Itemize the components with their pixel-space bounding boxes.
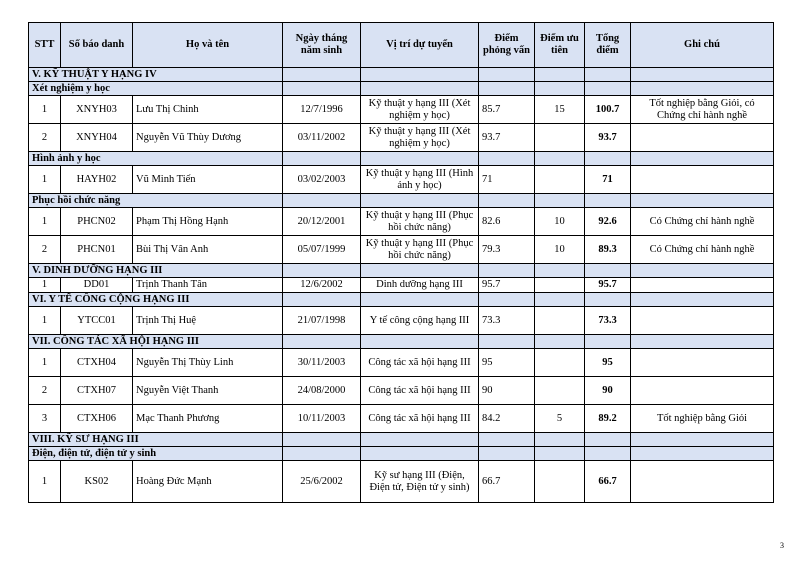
section-empty-cell [585, 335, 631, 349]
section-empty-cell [479, 335, 535, 349]
section-empty-cell [631, 447, 774, 461]
table-cell: PHCN01 [61, 236, 133, 264]
section-empty-cell [535, 82, 585, 96]
header-row [29, 23, 774, 68]
table-cell: 10 [535, 208, 585, 236]
section-empty-cell [283, 264, 361, 278]
section-empty-cell [361, 194, 479, 208]
table-cell: 90 [479, 377, 535, 405]
section-empty-cell [361, 68, 479, 82]
table-cell: 73.3 [479, 307, 535, 335]
table-cell: 100.7 [585, 96, 631, 124]
section-title: Điện, điện tử, điện tử y sinh [29, 447, 283, 461]
section-empty-cell [283, 194, 361, 208]
table-cell: 84.2 [479, 405, 535, 433]
header-stt: STT [29, 23, 61, 68]
header-note: Ghi chú [631, 23, 774, 68]
section-empty-cell [631, 335, 774, 349]
table-cell [535, 377, 585, 405]
section-empty-cell [283, 335, 361, 349]
section-empty-cell [361, 152, 479, 166]
section-empty-cell [479, 293, 535, 307]
table-cell: 21/07/1998 [283, 307, 361, 335]
page-number: 3 [780, 541, 784, 550]
header-total: Tổng điểm [585, 23, 631, 68]
section-empty-cell [361, 82, 479, 96]
table-row [29, 208, 774, 236]
table-cell [631, 166, 774, 194]
table-row [29, 349, 774, 377]
section-title: Hình ảnh y học [29, 152, 283, 166]
table-cell: 05/07/1999 [283, 236, 361, 264]
section-row [29, 447, 774, 461]
table-cell: 66.7 [585, 461, 631, 503]
table-cell: CTXH06 [61, 405, 133, 433]
section-empty-cell [631, 68, 774, 82]
section-empty-cell [535, 293, 585, 307]
section-empty-cell [361, 335, 479, 349]
table-cell: 10 [535, 236, 585, 264]
section-title: Phục hồi chức năng [29, 194, 283, 208]
table-cell: 1 [29, 96, 61, 124]
section-empty-cell [585, 194, 631, 208]
table-cell: 66.7 [479, 461, 535, 503]
section-empty-cell [535, 335, 585, 349]
table-cell: 24/08/2000 [283, 377, 361, 405]
header-dob: Ngày tháng năm sinh [283, 23, 361, 68]
table-cell: 25/6/2002 [283, 461, 361, 503]
table-row [29, 307, 774, 335]
section-row [29, 68, 774, 82]
table-cell [535, 307, 585, 335]
table-cell: 71 [585, 166, 631, 194]
table-cell: Kỹ thuật y hạng III (Xét nghiệm y học) [361, 96, 479, 124]
table-cell: CTXH04 [61, 349, 133, 377]
section-empty-cell [479, 194, 535, 208]
table-cell: 79.3 [479, 236, 535, 264]
table-cell: HAYH02 [61, 166, 133, 194]
table-cell: Vũ Minh Tiến [133, 166, 283, 194]
table-cell: 95.7 [585, 278, 631, 293]
section-empty-cell [631, 82, 774, 96]
table-cell [631, 278, 774, 293]
table-row [29, 405, 774, 433]
section-title: VII. CÔNG TÁC XÃ HỘI HẠNG III [29, 335, 283, 349]
table-cell: Có Chứng chỉ hành nghề [631, 236, 774, 264]
table-cell: 20/12/2001 [283, 208, 361, 236]
table-cell: 2 [29, 377, 61, 405]
table-cell: Công tác xã hội hạng III [361, 349, 479, 377]
header-name: Họ và tên [133, 23, 283, 68]
table-cell: Nguyễn Thị Thùy Linh [133, 349, 283, 377]
table-cell: Kỹ thuật y hạng III (Phục hồi chức năng) [361, 208, 479, 236]
table-cell: DD01 [61, 278, 133, 293]
table-cell: 93.7 [479, 124, 535, 152]
table-cell: 30/11/2003 [283, 349, 361, 377]
table-cell: 95.7 [479, 278, 535, 293]
table-row [29, 377, 774, 405]
table-row [29, 166, 774, 194]
table-cell [631, 307, 774, 335]
table-cell: Phạm Thị Hồng Hạnh [133, 208, 283, 236]
table-cell: 89.3 [585, 236, 631, 264]
table-cell: Nguyễn Vũ Thùy Dương [133, 124, 283, 152]
table-cell: Kỹ thuật y hạng III (Hình ảnh y học) [361, 166, 479, 194]
table-cell: Kỹ thuật y hạng III (Phục hồi chức năng) [361, 236, 479, 264]
table-cell: Dinh dưỡng hạng III [361, 278, 479, 293]
section-empty-cell [361, 447, 479, 461]
table-cell [631, 377, 774, 405]
header-priority: Điểm ưu tiên [535, 23, 585, 68]
table-cell: 1 [29, 166, 61, 194]
header-position: Vị trí dự tuyển [361, 23, 479, 68]
table-cell: Tốt nghiệp bằng Giỏi [631, 405, 774, 433]
table-cell: CTXH07 [61, 377, 133, 405]
table-cell: Mạc Thanh Phương [133, 405, 283, 433]
section-empty-cell [585, 433, 631, 447]
header-sbd: Số báo danh [61, 23, 133, 68]
section-empty-cell [283, 433, 361, 447]
section-empty-cell [585, 293, 631, 307]
table-cell [535, 124, 585, 152]
section-row [29, 82, 774, 96]
table-row [29, 236, 774, 264]
table-cell: 03/11/2002 [283, 124, 361, 152]
table-cell: 95 [585, 349, 631, 377]
section-empty-cell [535, 447, 585, 461]
table-cell: 2 [29, 124, 61, 152]
table-cell: 3 [29, 405, 61, 433]
table-row [29, 461, 774, 503]
table-row [29, 278, 774, 293]
section-row [29, 152, 774, 166]
section-empty-cell [631, 194, 774, 208]
table-cell [631, 124, 774, 152]
table-cell: 12/6/2002 [283, 278, 361, 293]
table-cell: Bùi Thị Vân Anh [133, 236, 283, 264]
section-empty-cell [361, 293, 479, 307]
table-cell: XNYH03 [61, 96, 133, 124]
table-cell: Có Chứng chỉ hành nghề [631, 208, 774, 236]
table-cell: Trịnh Thanh Tân [133, 278, 283, 293]
section-empty-cell [585, 152, 631, 166]
section-title: VIII. KỸ SƯ HẠNG III [29, 433, 283, 447]
table-cell: 10/11/2003 [283, 405, 361, 433]
table-cell: Công tác xã hội hạng III [361, 405, 479, 433]
section-title: V. KỸ THUẬT Y HẠNG IV [29, 68, 283, 82]
section-empty-cell [479, 264, 535, 278]
table-cell: 73.3 [585, 307, 631, 335]
section-empty-cell [535, 68, 585, 82]
section-empty-cell [283, 447, 361, 461]
section-empty-cell [283, 152, 361, 166]
table-cell: 12/7/1996 [283, 96, 361, 124]
section-empty-cell [479, 82, 535, 96]
table-cell [535, 278, 585, 293]
table-cell: 1 [29, 278, 61, 293]
section-row [29, 293, 774, 307]
table-cell: XNYH04 [61, 124, 133, 152]
results-table [28, 22, 774, 503]
section-empty-cell [479, 447, 535, 461]
table-cell [535, 166, 585, 194]
table-cell: Y tế công cộng hạng III [361, 307, 479, 335]
section-empty-cell [535, 433, 585, 447]
table-cell: 03/02/2003 [283, 166, 361, 194]
section-empty-cell [479, 68, 535, 82]
table-row [29, 96, 774, 124]
table-cell: 1 [29, 208, 61, 236]
section-empty-cell [585, 82, 631, 96]
section-empty-cell [631, 264, 774, 278]
table-cell: Kỹ sư hạng III (Điện, Điện tử, Điện tử y sinh) [361, 461, 479, 503]
section-empty-cell [535, 264, 585, 278]
table-cell: 1 [29, 307, 61, 335]
section-row [29, 264, 774, 278]
table-cell: 5 [535, 405, 585, 433]
table-cell [535, 349, 585, 377]
table-body [29, 68, 774, 503]
section-empty-cell [283, 82, 361, 96]
section-empty-cell [283, 68, 361, 82]
table-cell: 2 [29, 236, 61, 264]
table-cell: 90 [585, 377, 631, 405]
table-cell: 85.7 [479, 96, 535, 124]
section-empty-cell [479, 433, 535, 447]
section-empty-cell [585, 68, 631, 82]
table-cell: Công tác xã hội hạng III [361, 377, 479, 405]
table-cell: KS02 [61, 461, 133, 503]
table-cell: 93.7 [585, 124, 631, 152]
table-cell [535, 461, 585, 503]
table-cell: 89.2 [585, 405, 631, 433]
section-title: V. DINH DƯỠNG HẠNG III [29, 264, 283, 278]
section-title: Xét nghiệm y học [29, 82, 283, 96]
section-empty-cell [535, 152, 585, 166]
section-row [29, 194, 774, 208]
table-cell: 15 [535, 96, 585, 124]
table-cell: Trịnh Thị Huệ [133, 307, 283, 335]
table-cell [631, 461, 774, 503]
table-cell: 71 [479, 166, 535, 194]
table-cell [631, 349, 774, 377]
table-cell: 1 [29, 349, 61, 377]
section-empty-cell [479, 152, 535, 166]
section-empty-cell [283, 293, 361, 307]
table-cell: 92.6 [585, 208, 631, 236]
section-empty-cell [361, 433, 479, 447]
section-row [29, 335, 774, 349]
header-interview: Điểm phỏng vấn [479, 23, 535, 68]
section-empty-cell [631, 293, 774, 307]
table-cell: Lưu Thị Chinh [133, 96, 283, 124]
table-cell: 82.6 [479, 208, 535, 236]
table-cell: Kỹ thuật y hạng III (Xét nghiệm y học) [361, 124, 479, 152]
table-row [29, 124, 774, 152]
table-cell: PHCN02 [61, 208, 133, 236]
table-cell: Nguyễn Việt Thanh [133, 377, 283, 405]
section-empty-cell [535, 194, 585, 208]
section-row [29, 433, 774, 447]
section-empty-cell [585, 264, 631, 278]
section-title: VI. Y TẾ CÔNG CỘNG HẠNG III [29, 293, 283, 307]
table-cell: 95 [479, 349, 535, 377]
section-empty-cell [361, 264, 479, 278]
section-empty-cell [585, 447, 631, 461]
table-cell: Hoàng Đức Mạnh [133, 461, 283, 503]
section-empty-cell [631, 152, 774, 166]
table-cell: YTCC01 [61, 307, 133, 335]
table-cell: 1 [29, 461, 61, 503]
section-empty-cell [631, 433, 774, 447]
table-cell: Tốt nghiệp bằng Giỏi, có Chứng chỉ hành nghề [631, 96, 774, 124]
